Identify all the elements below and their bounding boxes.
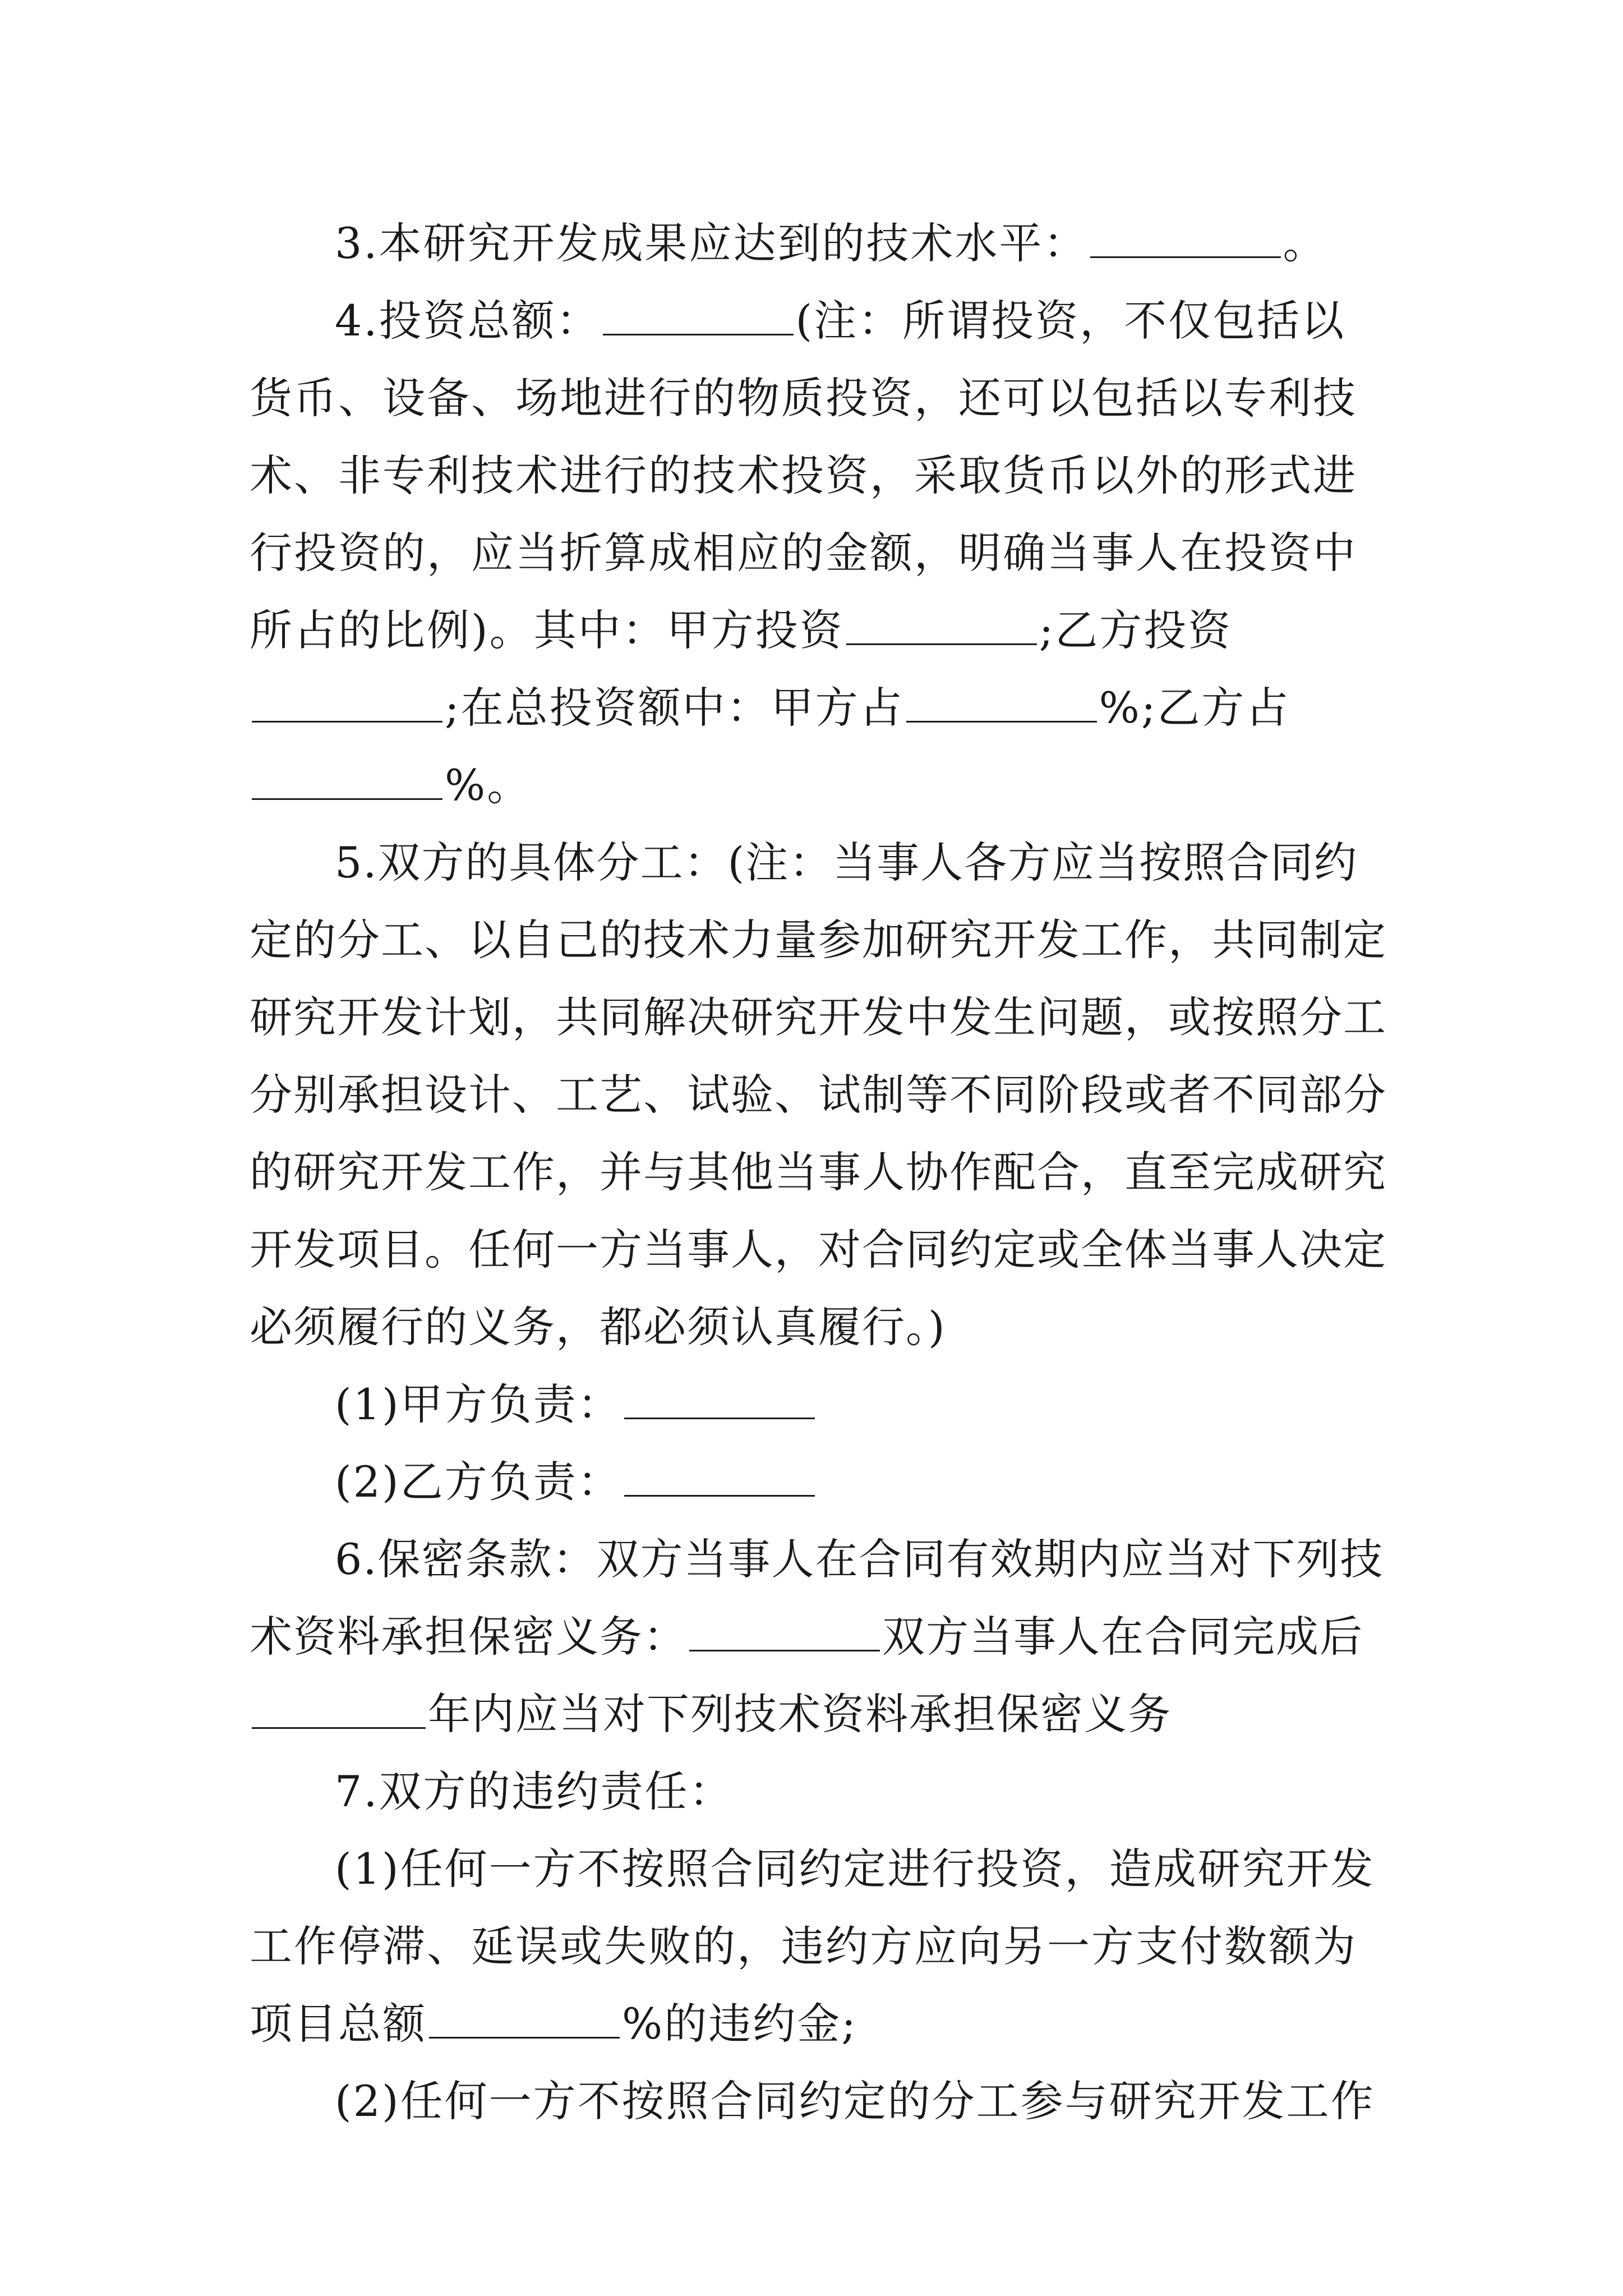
clause-4-share-label: ;在总投资额中：甲方占 bbox=[445, 683, 904, 733]
party-a-investment-blank bbox=[846, 602, 1037, 645]
clause-7-item-1-end: %的违约金; bbox=[622, 1999, 857, 2049]
party-b-duty-blank bbox=[624, 1453, 815, 1497]
clause-7-item-1 bbox=[250, 1830, 1388, 2063]
contract-body bbox=[250, 205, 1388, 2140]
clause-7-text: 7.双方的违约责任： bbox=[335, 1766, 734, 1816]
clause-6-text-a: 6.保密条款：双方当事人在合同有效期内应当对下列技术资料承担保密义务： bbox=[250, 1534, 1384, 1662]
clause-5-item-2-text: (2)乙方负责： bbox=[335, 1457, 622, 1507]
clause-4-label: 4.投资总额： bbox=[335, 296, 601, 346]
party-a-share-blank bbox=[906, 679, 1097, 723]
clause-4-note: (注：所谓投资，不仅包括以货币、设备、场地进行的物质投资，还可以包括以专利技术、非专利技术进行的技术投资，采取货币以外的形式进行投资的，应当折算成相应的金额，明确当事人在投资中所占的比例)。其中：甲方投资 bbox=[250, 296, 1357, 655]
clause-7 bbox=[250, 1753, 1388, 1830]
penalty-percent-blank bbox=[429, 1995, 620, 2039]
clause-5-item-1-text: (1)甲方负责： bbox=[335, 1379, 622, 1429]
clause-4-end: %。 bbox=[445, 760, 532, 810]
confidential-materials-blank bbox=[689, 1608, 880, 1651]
confidential-years-blank bbox=[252, 1686, 426, 1729]
clause-7-item-2 bbox=[250, 2063, 1388, 2140]
clause-7-item-2-text: (2)任何一方不按照合同约定的分工参与研究开发工作 bbox=[335, 2076, 1375, 2126]
clause-7-item-1-text: (1)任何一方不按照合同约定进行投资，造成研究开发工作停滞、延误或失败的，违约方应向另一方支付数额为项目总额 bbox=[250, 1844, 1375, 2049]
clause-6-text-c: 年内应当对下列技术资料承担保密义务 bbox=[428, 1689, 1172, 1739]
party-a-duty-blank bbox=[624, 1376, 815, 1419]
clause-6 bbox=[250, 1521, 1388, 1753]
party-b-investment-blank bbox=[252, 679, 442, 723]
clause-4-party-b-label: ;乙方投资 bbox=[1039, 605, 1233, 655]
clause-5 bbox=[250, 824, 1388, 1366]
clause-4 bbox=[250, 282, 1388, 824]
clause-3-text: 3.本研究开发成果应达到的技术水平： bbox=[335, 218, 1088, 268]
clause-5-item-2 bbox=[250, 1443, 1388, 1521]
clause-5-text: 5.双方的具体分工：(注：当事人各方应当按照合同约定的分工、以自己的技术力量参加研究开发工作，共同制定研究开发计划，共同解决研究开发中发生问题，或按照分工分别承担设计、工艺、试验、试制等不同阶段或者不同部分的研究开发工作，并与其他当事人协作配合，直至完成研究开发项目。任何一方当事人，对合同约定或全体当事人决定必须履行的义务，都必须认真履行。) bbox=[250, 838, 1387, 1352]
clause-3 bbox=[250, 205, 1388, 282]
tech-level-blank bbox=[1090, 215, 1281, 258]
clause-6-text-b: 双方当事人在合同完成后 bbox=[882, 1612, 1363, 1662]
investment-total-blank bbox=[603, 292, 794, 335]
clause-4-party-b-share-label: %;乙方占 bbox=[1099, 683, 1290, 733]
clause-3-end: 。 bbox=[1283, 218, 1327, 268]
party-b-share-blank bbox=[252, 757, 442, 800]
clause-5-item-1 bbox=[250, 1366, 1388, 1443]
